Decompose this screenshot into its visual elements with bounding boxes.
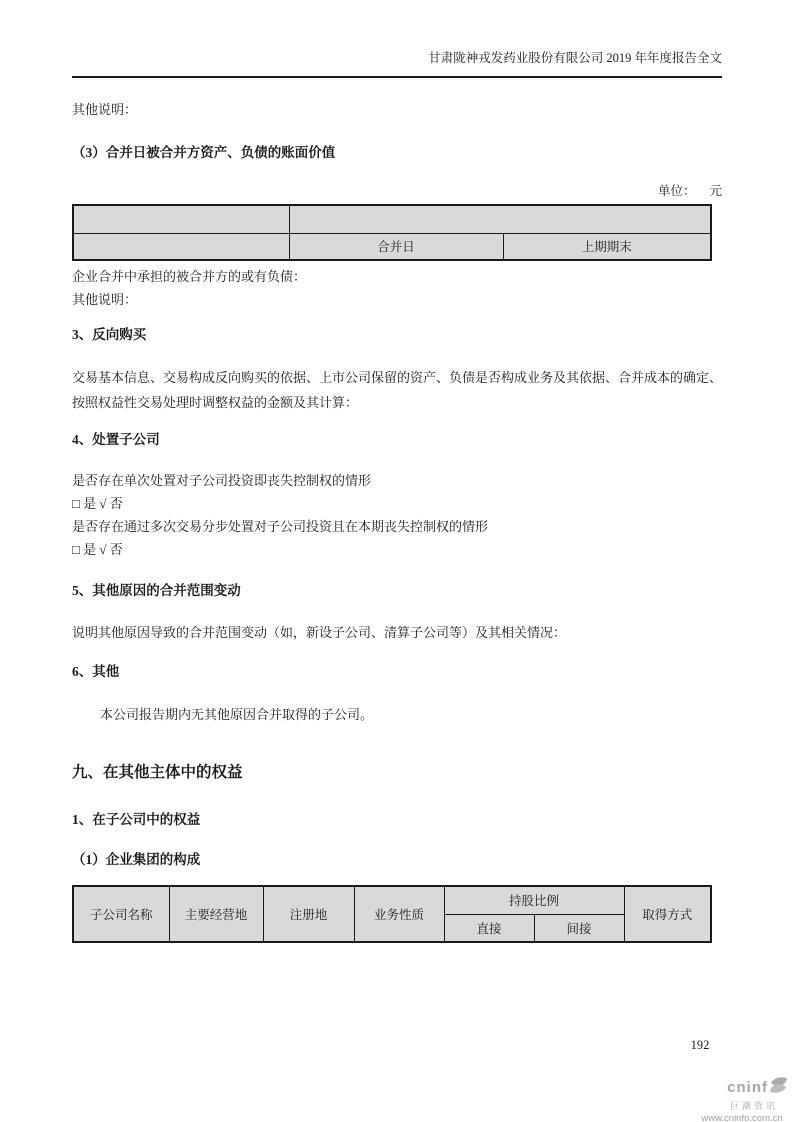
group-composition-table	[72, 885, 712, 943]
table-cell-empty	[73, 233, 289, 260]
reverse-purchase-description: 交易基本信息、交易构成反向购买的依据、上市公司保留的资产、负债是否构成业务及其依据、合并成本的确定、按照权益性交易处理时调整权益的金额及其计算：	[72, 370, 723, 410]
column-header-main-place-of-business: 主要经营地	[169, 886, 263, 942]
cninfo-logo	[696, 1076, 788, 1122]
cninfo-logo-url: www.cninfo.com.cn	[701, 1113, 783, 1122]
column-header-direct: 直接	[444, 914, 534, 942]
column-header-merge-date: 合并日	[289, 233, 503, 260]
heading-other: 6、其他	[72, 664, 120, 679]
disposal-answer-2: □ 是 √ 否	[72, 542, 123, 557]
table-cell-empty	[289, 205, 711, 233]
report-title: 甘肃陇神戎发药业股份有限公司 2019 年年度报告全文	[428, 51, 722, 65]
scope-change-description: 说明其他原因导致的合并范围变动（如，新设子公司、清算子公司等）及其相关情况：	[72, 625, 567, 640]
table-row	[73, 886, 711, 914]
heading-scope-change: 5、其他原因的合并范围变动	[72, 583, 241, 598]
page-header	[72, 0, 722, 78]
heading-group-composition: （1）企业集团的构成	[72, 852, 201, 867]
other-body: 本公司报告期内无其他原因合并取得的子公司。	[100, 707, 374, 722]
column-header-indirect: 间接	[534, 914, 624, 942]
column-header-registration-place: 注册地	[263, 886, 354, 942]
cninfo-logo-caption: 巨潮资讯	[729, 1101, 778, 1111]
cninfo-logo-text: cninf	[727, 1079, 768, 1096]
heading-book-value: （3）合并日被合并方资产、负债的账面价值	[72, 145, 336, 160]
disposal-question-1: 是否存在单次处置对子公司投资即丧失控制权的情形	[72, 473, 372, 488]
other-note-line-2: 其他说明：	[72, 292, 138, 307]
page-number: 192	[690, 1038, 710, 1052]
cninfo-logo-row	[696, 1076, 788, 1099]
column-header-shareholding-ratio: 持股比例	[444, 886, 624, 914]
heading-disposal-subsidiary: 4、处置子公司	[72, 432, 160, 447]
unit-label: 单位：	[657, 184, 696, 198]
heading-equity-in-other-entities: 九、在其他主体中的权益	[72, 764, 243, 781]
column-header-prior-period-end: 上期期末	[503, 233, 711, 260]
other-note-line-1: 其他说明：	[72, 102, 138, 117]
heading-equity-in-subsidiaries: 1、在子公司中的权益	[72, 812, 201, 827]
column-header-acquisition-method: 取得方式	[624, 886, 711, 942]
column-header-business-nature: 业务性质	[354, 886, 444, 942]
page-content	[72, 100, 722, 943]
unit-line	[72, 182, 722, 201]
merge-date-table	[72, 204, 712, 261]
table-row	[73, 233, 711, 260]
column-header-subsidiary-name: 子公司名称	[73, 886, 169, 942]
heading-reverse-purchase: 3、反向购买	[72, 327, 147, 342]
disposal-question-2: 是否存在通过多次交易分步处置对子公司投资且在本期丧失控制权的情形	[72, 519, 489, 534]
cninfo-swirl-icon	[769, 1076, 788, 1099]
table-row	[73, 205, 711, 233]
table-cell-empty	[73, 205, 289, 233]
unit-value: 元	[709, 184, 722, 198]
disposal-answer-1: □ 是 √ 否	[72, 496, 123, 511]
contingent-liability-line: 企业合并中承担的被合并方的或有负债：	[72, 269, 307, 284]
